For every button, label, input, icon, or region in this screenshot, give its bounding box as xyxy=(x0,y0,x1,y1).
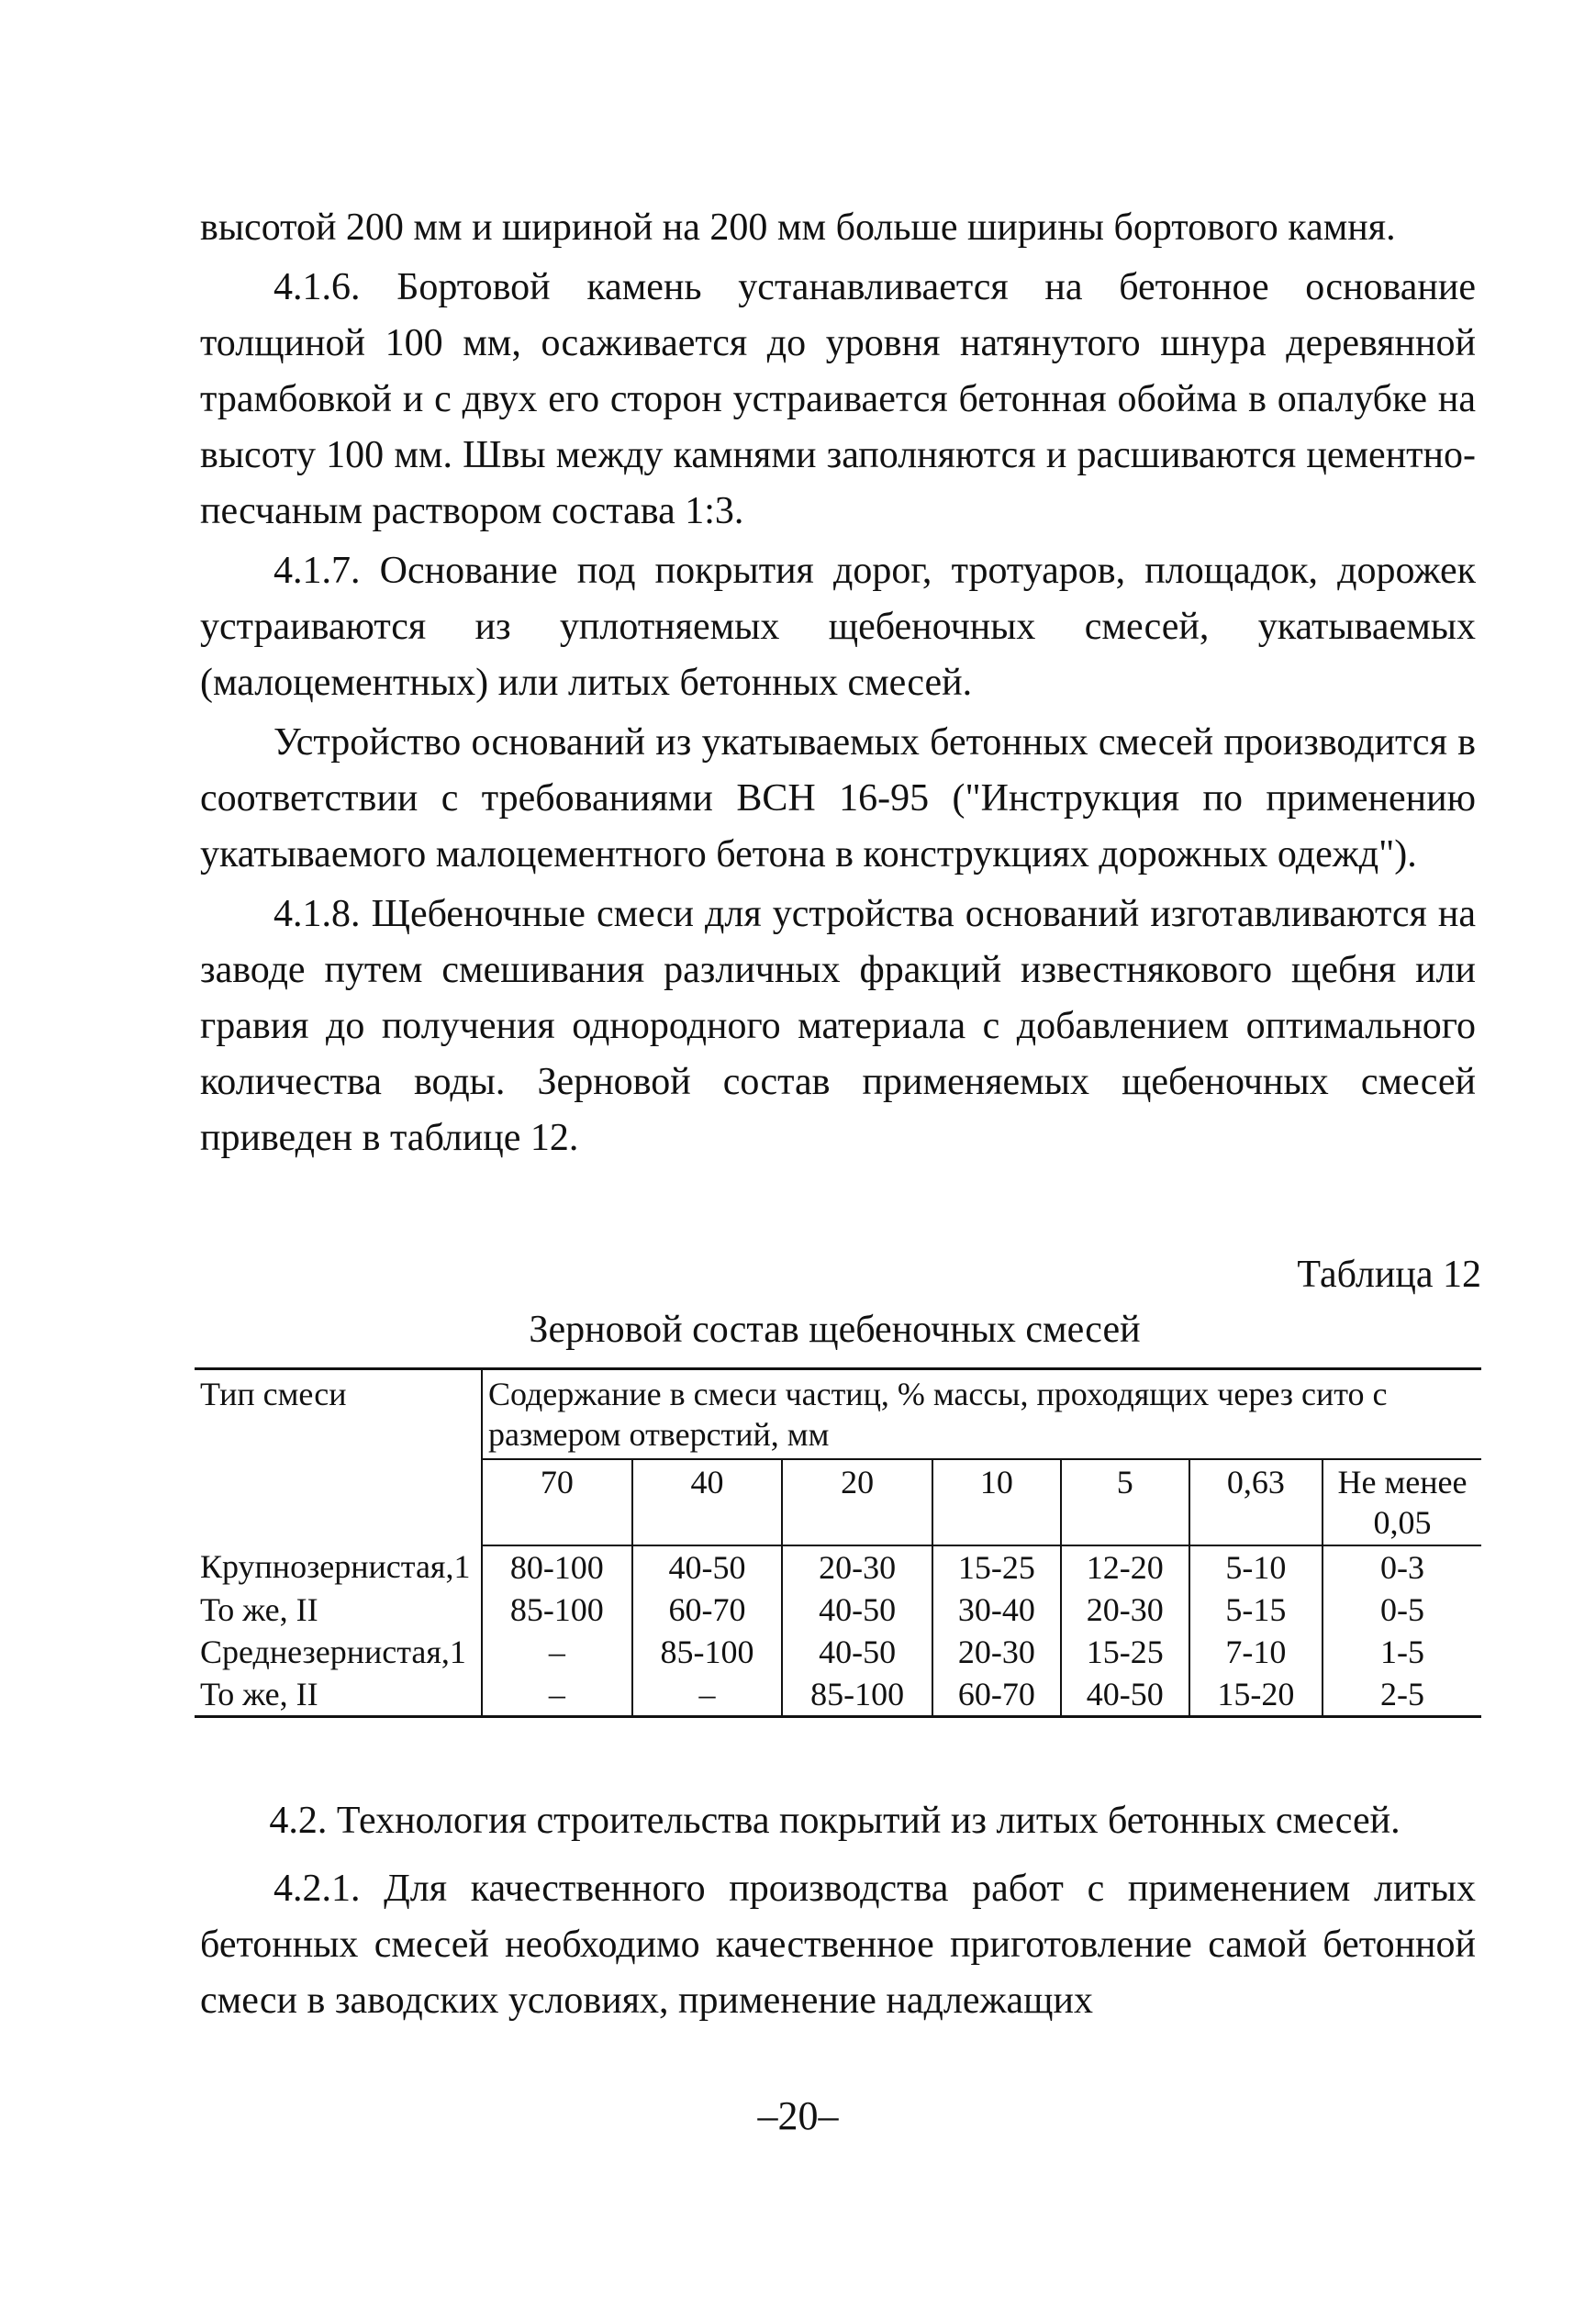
table-cell: – xyxy=(482,1631,632,1673)
table-cell: 1-5 xyxy=(1323,1631,1481,1673)
table-row xyxy=(195,1545,1481,1589)
sieve-size: 5 xyxy=(1061,1459,1189,1545)
table-cell: – xyxy=(482,1673,632,1717)
table-cell: 40-50 xyxy=(1061,1673,1189,1717)
row-type: То же, II xyxy=(200,1591,318,1628)
table-cell: 5-15 xyxy=(1189,1589,1323,1631)
table-cell: 85-100 xyxy=(632,1631,783,1673)
table-title: Зерновой состав щебеночных смесей xyxy=(529,1309,1141,1351)
table-cell: 40-50 xyxy=(782,1631,932,1673)
table-cell: 20-30 xyxy=(782,1545,932,1589)
table-cell: 40-50 xyxy=(782,1589,932,1631)
table-cell: 5-10 xyxy=(1189,1545,1323,1589)
paragraph-4-1-7: 4.1.7. Основание под покрытия дорог, тротуаров, площадок, дорожек устраиваются из уплотняемых щебеночных смесей, укатываемых (малоцементных) или литых бетонных смесей. xyxy=(200,550,1476,704)
table-cell: 15-25 xyxy=(932,1545,1061,1589)
paragraph-continuation: высотой 200 мм и шириной на 200 мм больше ширины бортового камня. xyxy=(200,206,1396,249)
table-cell: 20-30 xyxy=(932,1631,1061,1673)
section-heading-4-2: 4.2. Технология строительства покрытий из литых бетонных смесей. xyxy=(269,1800,1401,1842)
paragraph-4-1-6: 4.1.6. Бортовой камень устанавливается на бетонное основание толщиной 100 мм, осаживается до уровня натянутого шнура деревянной трамбовкой и с двух его сторон устраивается бетонная обойма в опалубке на высоту 100 мм. Швы между камнями заполняются и расшиваются цементно-песчаным раствором состава 1:3. xyxy=(200,266,1476,532)
sieve-size: 20 xyxy=(782,1459,932,1545)
table-cell: – xyxy=(632,1673,783,1717)
table-cell: 12-20 xyxy=(1061,1545,1189,1589)
paragraph-vsn: Устройство оснований из укатываемых бетонных смесей производится в соответствии с требованиями ВСН 16-95 ("Инструкция по применению укатываемого малоцементного бетона в конструкциях дорожных одежд"). xyxy=(200,721,1476,876)
table-cell: 15-25 xyxy=(1061,1631,1189,1673)
table-cell: 20-30 xyxy=(1061,1589,1189,1631)
table-cell: 7-10 xyxy=(1189,1631,1323,1673)
table-row xyxy=(195,1673,1481,1717)
paragraph-4-2-1: 4.2.1. Для качественного производства работ с применением литых бетонных смесей необходимо качественное приготовление самой бетонной смеси в заводских условиях, применение надлежащих xyxy=(200,1868,1476,2022)
table-cell: 60-70 xyxy=(932,1673,1061,1717)
column-header-type: Тип смеси xyxy=(195,1369,482,1546)
sieve-size: 70 xyxy=(482,1459,632,1545)
row-type: Среднезернистая,1 xyxy=(200,1634,466,1670)
table-cell: 85-100 xyxy=(782,1673,932,1717)
table-cell: 0-3 xyxy=(1323,1545,1481,1589)
sieve-size: 0,63 xyxy=(1189,1459,1323,1545)
body-text-bottom xyxy=(200,1861,1476,2029)
table-cell: 40-50 xyxy=(632,1545,783,1589)
table-label: Таблица 12 xyxy=(1297,1254,1481,1296)
page-number: –20– xyxy=(757,2093,839,2138)
sieve-size: Не менее 0,05 xyxy=(1323,1459,1481,1545)
row-type: То же, II xyxy=(195,1673,482,1717)
sieve-size: 10 xyxy=(932,1459,1061,1545)
row-type: Крупнозернистая,1 xyxy=(200,1548,471,1585)
body-text-top xyxy=(200,200,1476,1166)
table-row xyxy=(195,1589,1481,1631)
table-cell: 85-100 xyxy=(482,1589,632,1631)
grain-composition-table xyxy=(195,1367,1481,1718)
table-cell: 80-100 xyxy=(482,1545,632,1589)
table-cell: 15-20 xyxy=(1189,1673,1323,1717)
paragraph-4-1-8: 4.1.8. Щебеночные смеси для устройства оснований изготавливаются на заводе путем смешивания различных фракций известнякового щебня или гравия до получения однородного материала с добавлением оптимального количества воды. Зерновой состав применяемых щебеночных смесей приведен в таблице 12. xyxy=(200,893,1476,1159)
table-row xyxy=(195,1631,1481,1673)
table-cell: 30-40 xyxy=(932,1589,1061,1631)
sieve-size: 40 xyxy=(632,1459,783,1545)
table-cell: 0-5 xyxy=(1323,1589,1481,1631)
table-cell: 2-5 xyxy=(1323,1673,1481,1717)
column-header-group: Содержание в смеси частиц, % массы, проходящих через сито с размером отверстий, мм xyxy=(482,1369,1481,1460)
table-cell: 60-70 xyxy=(632,1589,783,1631)
